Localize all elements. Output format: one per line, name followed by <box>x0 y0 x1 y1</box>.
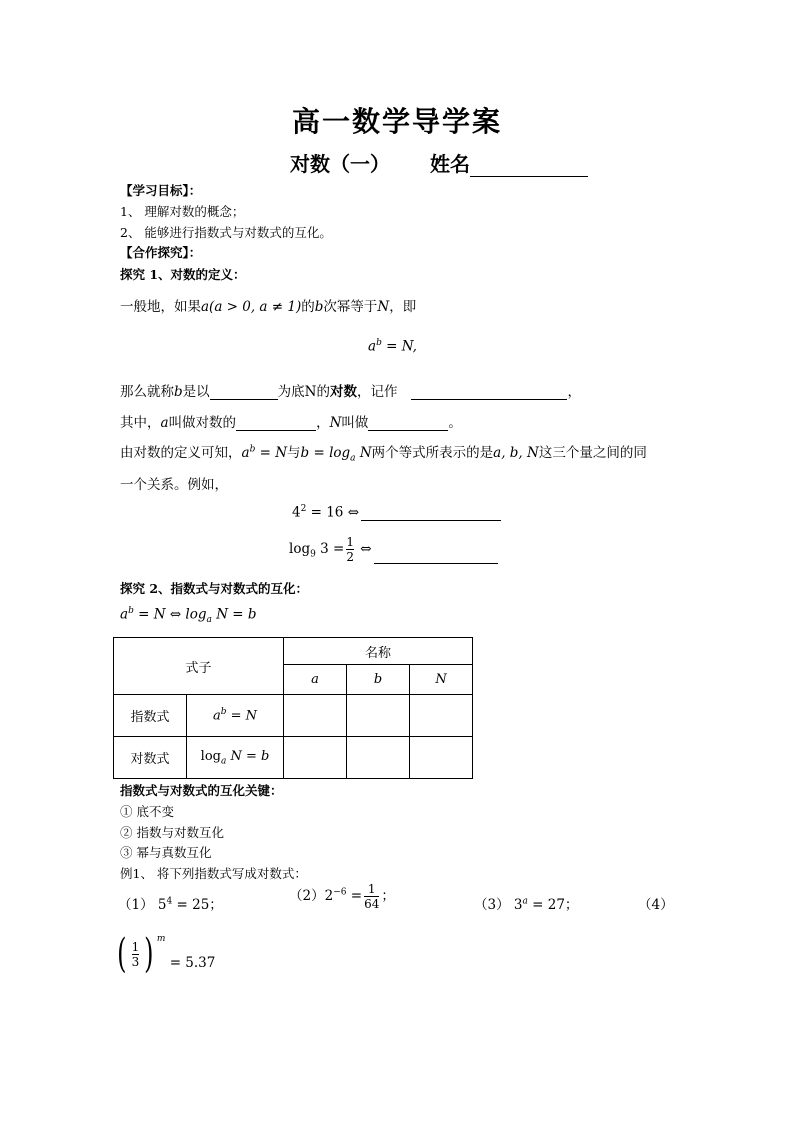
math: 5 <box>157 897 167 913</box>
math: log <box>289 541 311 557</box>
know-text: 两个等式所表示的是 <box>371 445 494 461</box>
header-name: 名称 <box>284 638 473 665</box>
math: b <box>128 606 134 616</box>
numerator: 1 <box>346 535 354 549</box>
def-text: ，即 <box>389 299 417 315</box>
know-math: = N <box>255 445 288 461</box>
where-var: N <box>329 415 342 431</box>
N-term-blank[interactable] <box>368 416 448 431</box>
math: 4 <box>292 504 301 521</box>
eq-rhs: = N, <box>381 338 417 355</box>
eq-exp: b <box>376 338 382 348</box>
def-var: b <box>314 299 324 315</box>
math: a <box>522 896 528 907</box>
exercise-label: （1） <box>118 897 154 913</box>
page-title: 高一数学导学案 <box>291 105 502 138</box>
know-text: 这三个量之间的同 <box>538 445 647 461</box>
paren-group <box>114 931 157 977</box>
relation-line <box>120 606 257 625</box>
topic-label: 对数（一） <box>290 152 390 176</box>
def-text: 一般地，如果 <box>120 299 201 315</box>
know-math: a <box>350 453 356 464</box>
know-math: a, b, N <box>493 445 539 461</box>
table-cell-input[interactable] <box>284 695 347 737</box>
call-text: ， <box>567 384 581 400</box>
math: = 27； <box>527 897 579 913</box>
page-subtitle <box>290 148 588 177</box>
row-log-label: 对数式 <box>114 737 187 779</box>
math: 2 <box>300 504 307 514</box>
example-heading: 例1、 将下列指数式写成对数式： <box>120 866 307 881</box>
example-a-blank[interactable] <box>361 506 501 521</box>
call-text: 是以 <box>182 384 210 400</box>
numerator: 1 <box>131 939 140 954</box>
row-exponential-label: 指数式 <box>114 695 187 737</box>
exercise-label: （2） <box>289 888 325 904</box>
math: ； <box>381 888 395 904</box>
denominator: 3 <box>131 954 140 969</box>
notation-blank[interactable] <box>411 385 567 400</box>
header-b: b <box>373 672 383 687</box>
table-cell-input[interactable] <box>347 737 410 779</box>
example-a <box>292 504 501 521</box>
call-var: N <box>304 384 317 400</box>
left-paren: ( <box>117 931 127 977</box>
definition-line <box>120 295 416 315</box>
math: 9 <box>310 549 316 560</box>
a-term-blank[interactable] <box>236 416 316 431</box>
exercise-3 <box>474 893 578 913</box>
call-text: 那么就称 <box>120 384 174 400</box>
name-label: 姓名 <box>430 152 470 176</box>
math: 2 <box>324 888 334 904</box>
explore-heading: 【合作探究】： <box>120 245 202 260</box>
goal-2: 2、 能够进行指数式与对数式的互化。 <box>120 225 332 240</box>
math: = <box>346 888 363 904</box>
explore1-heading: 探究 1、对数的定义： <box>120 267 246 282</box>
math: = N <box>226 708 258 724</box>
math: = 5.37 <box>165 955 216 971</box>
explore2-heading: 探究 2、指数式与对数式的互化： <box>120 581 309 596</box>
exercise-2 <box>289 882 395 911</box>
exercise-label: （3） <box>474 897 510 913</box>
table-cell-input[interactable] <box>410 737 473 779</box>
call-line <box>120 380 581 400</box>
def-text: 次幂等于 <box>323 299 378 315</box>
call-bold: 对数 <box>329 384 357 400</box>
definition-equation <box>368 338 417 355</box>
where-text: 其中， <box>120 415 161 431</box>
fraction <box>346 535 354 564</box>
goal-1: 1、 理解对数的概念； <box>120 204 245 219</box>
where-text: 叫做 <box>341 415 369 431</box>
know-line-2: 一个关系。例如， <box>120 477 228 493</box>
where-line <box>120 411 462 431</box>
where-text: ， <box>316 415 330 431</box>
math: 4 <box>166 896 173 907</box>
know-text: 与 <box>287 445 301 461</box>
fraction <box>132 940 140 969</box>
base-blank[interactable] <box>210 385 278 400</box>
numerator: 1 <box>367 882 376 896</box>
math: a <box>206 615 212 626</box>
call-text: ，记作 <box>356 384 398 400</box>
math: N = b <box>211 606 257 623</box>
call-text: 的 <box>316 384 330 400</box>
key-2: ② 指数与对数互化 <box>120 825 224 840</box>
math: b <box>220 707 227 718</box>
know-math: b <box>249 444 256 455</box>
know-math: b = log <box>300 445 351 461</box>
call-var: b <box>174 384 183 400</box>
def-text: 的 <box>301 299 315 315</box>
keys-heading: 指数式与对数式的互化关键： <box>120 783 283 798</box>
exercise-1 <box>118 893 223 913</box>
where-var: a <box>160 415 169 431</box>
example-b <box>289 535 498 564</box>
row-exponential-formula <box>187 695 284 737</box>
math: a <box>220 756 227 767</box>
math: ⇔ <box>355 541 372 557</box>
math: a <box>120 606 129 623</box>
exercise-4-label: （4） <box>638 897 674 913</box>
row-log-formula <box>187 737 284 779</box>
math: = 16 ⇔ <box>306 504 360 521</box>
math: = 25； <box>172 897 223 913</box>
know-math: a <box>241 445 250 461</box>
table-cell-input[interactable] <box>410 695 473 737</box>
math: 3 = <box>315 541 345 557</box>
goals-heading: 【学习目标】： <box>120 183 202 198</box>
table-cell-input[interactable] <box>284 737 347 779</box>
header-a: a <box>311 672 319 687</box>
call-text: 为底 <box>277 384 305 400</box>
math: 3 <box>513 897 523 913</box>
exercise-4 <box>114 931 216 977</box>
conversion-table <box>113 637 473 779</box>
denominator: 64 <box>364 897 380 911</box>
math: N = b <box>226 748 270 764</box>
know-math: N <box>355 445 372 461</box>
know-text: 由对数的定义可知， <box>120 445 242 461</box>
denominator: 2 <box>346 550 354 564</box>
where-text: 叫做对数的 <box>168 415 237 431</box>
def-var: N <box>377 299 390 315</box>
name-blank[interactable] <box>470 158 588 177</box>
math: a <box>212 708 221 724</box>
math: m <box>156 934 166 944</box>
example-b-blank[interactable] <box>374 549 498 564</box>
key-3: ③ 幂与真数互化 <box>120 845 212 860</box>
eq-base: a <box>368 338 377 355</box>
header-N: N <box>435 672 447 687</box>
def-condition: a(a > 0, a ≠ 1) <box>201 299 302 315</box>
math: −6 <box>333 887 347 898</box>
key-1: ① 底不变 <box>120 804 174 819</box>
math: log <box>200 748 221 764</box>
know-line <box>120 441 647 464</box>
header-formula: 式子 <box>114 638 284 695</box>
right-paren: ) <box>144 931 154 977</box>
where-text: 。 <box>448 415 462 431</box>
math: = N ⇔ log <box>133 606 207 623</box>
fraction <box>364 882 379 911</box>
table-cell-input[interactable] <box>347 695 410 737</box>
